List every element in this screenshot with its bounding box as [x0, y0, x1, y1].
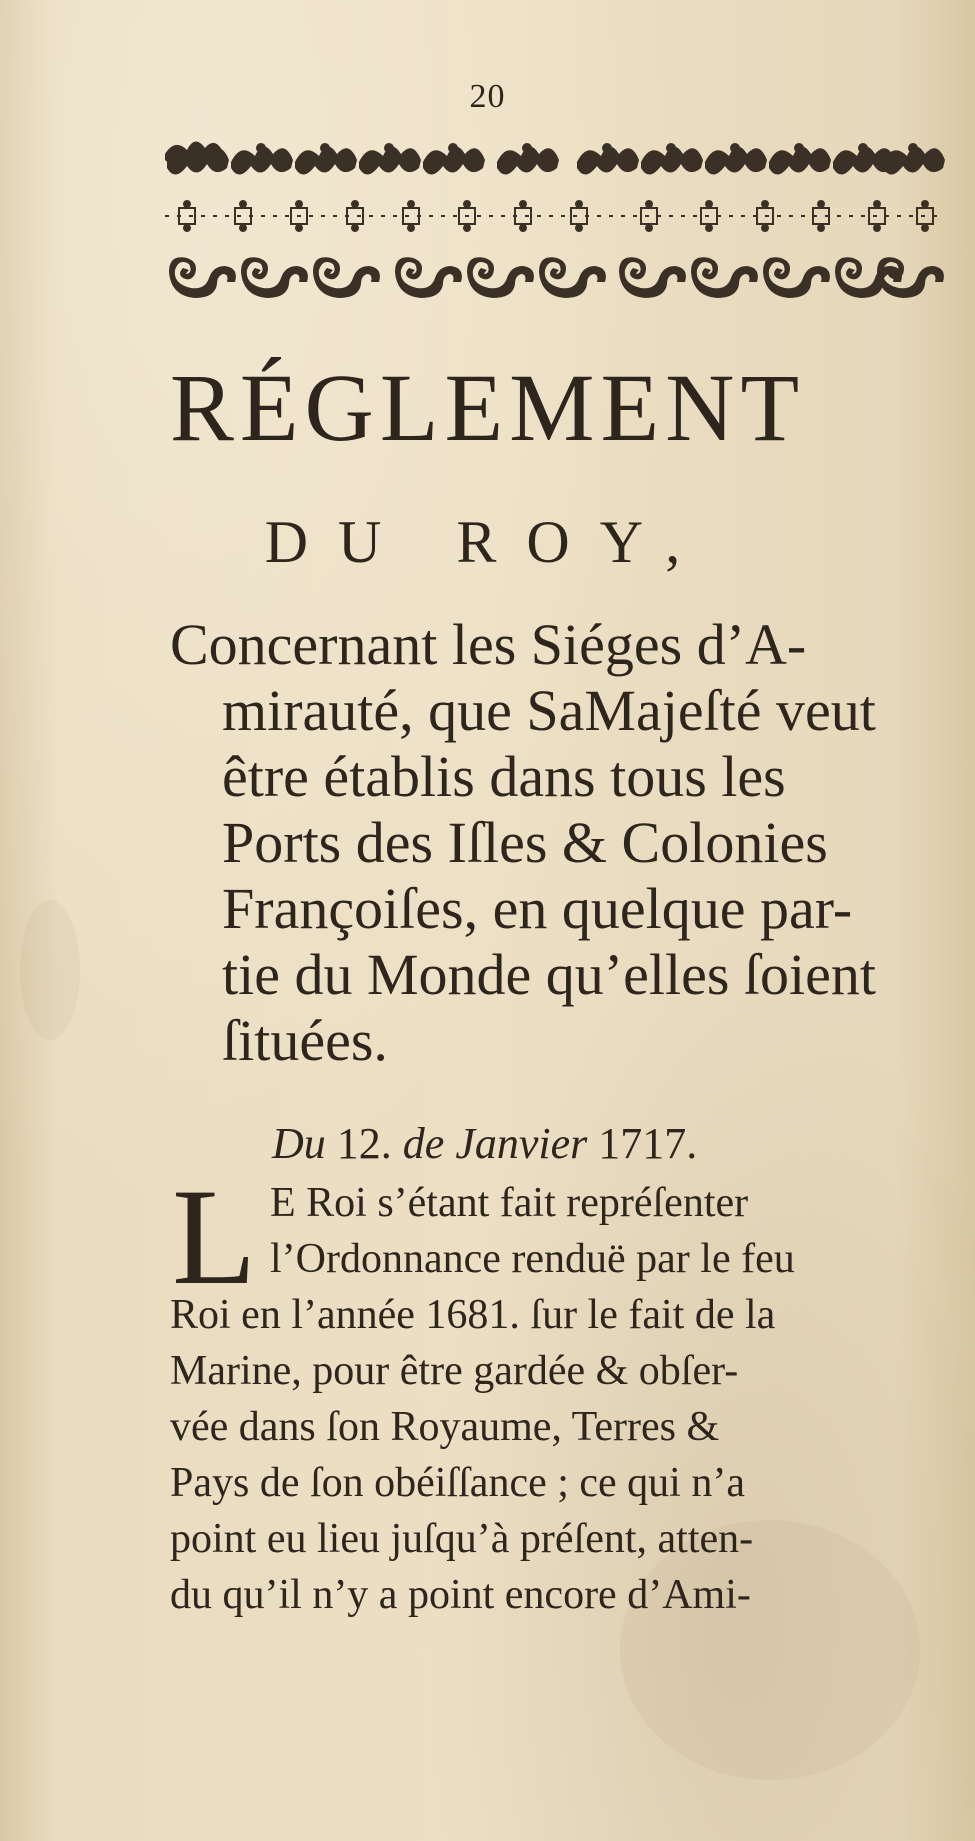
body-line: du qu’il n’y a point encore d’Ami- — [170, 1572, 751, 1618]
page-number: 20 — [469, 78, 506, 115]
body-line: point eu lieu juſqu’à préſent, atten- — [170, 1516, 754, 1562]
concerning-line: Concernant les Siéges d’A- — [170, 612, 807, 677]
concerning-line: être établis dans tous les — [222, 744, 786, 809]
document-title: RÉGLEMENT — [169, 354, 806, 461]
date-prefix: Du — [272, 1119, 326, 1168]
printers-ornament-band — [165, 132, 945, 312]
body-line: Pays de ſon obéiſſance ; ce qui n’a — [170, 1460, 745, 1506]
date-month: Janvier — [455, 1119, 588, 1168]
date-year: 1717. — [598, 1119, 698, 1168]
body-line: E Roi s’étant fait repréſenter — [270, 1180, 749, 1226]
paper-stain — [20, 900, 80, 1040]
body-line: l’Ordonnance renduë par le feu — [270, 1236, 795, 1282]
drop-cap-initial: L — [172, 1160, 257, 1313]
ornament-row-top — [167, 143, 945, 175]
body-line: Marine, pour être gardée & obſer- — [170, 1348, 739, 1394]
concerning-line: Ports des Iſles & Colonies — [222, 810, 828, 875]
concerning-line: ſituées. — [222, 1008, 388, 1073]
body-line: vée dans ſon Royaume, Terres & — [170, 1404, 720, 1450]
date-de: de — [402, 1119, 445, 1168]
document-subtitle: DU ROY, — [264, 509, 711, 575]
concerning-line: tie du Monde qu’elles ſoient — [222, 942, 876, 1007]
concerning-paragraph — [170, 612, 950, 1074]
ornament-row-bottom — [169, 257, 944, 298]
concerning-line: Françoiſes, en quelque par- — [222, 876, 853, 941]
concerning-line: mirauté, que SaMajeſté veut — [222, 678, 876, 743]
date-day: 12. — [336, 1119, 392, 1168]
body-line: Roi en l’année 1681. ſur le fait de la — [170, 1292, 776, 1338]
ornament-row-middle — [165, 201, 945, 231]
dateline — [272, 1118, 697, 1169]
body-paragraph — [170, 1175, 950, 1623]
